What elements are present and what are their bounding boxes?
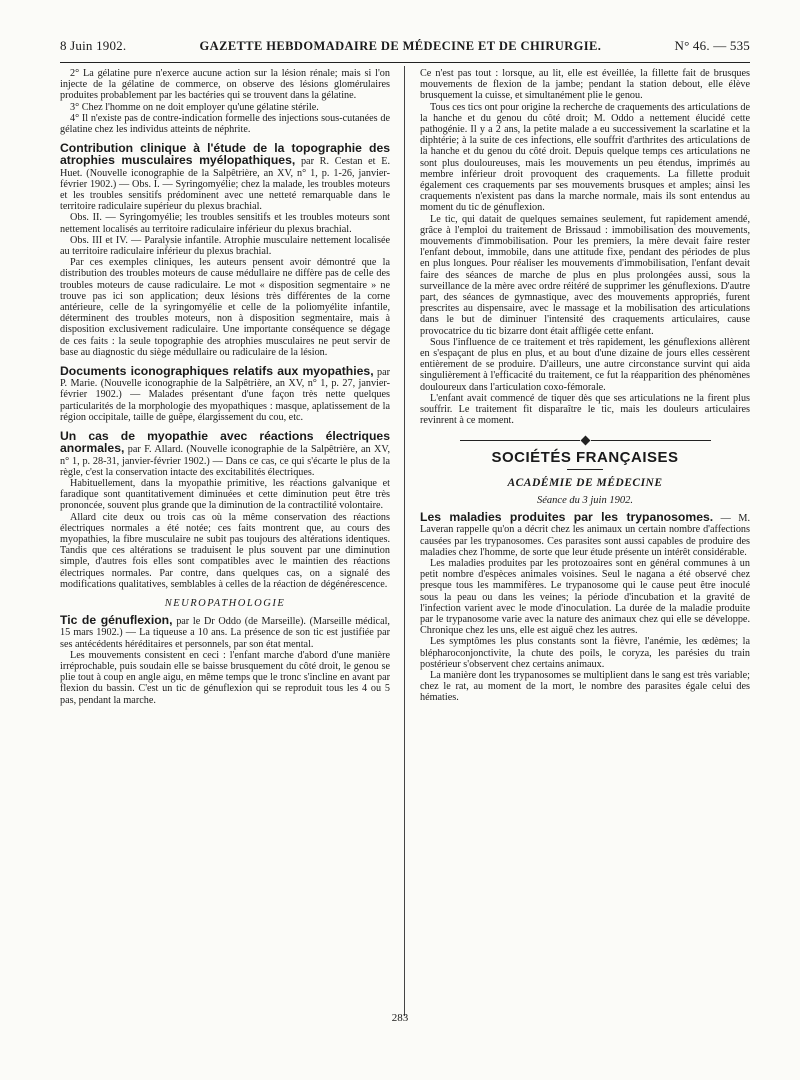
article-para: Les mouvements consistent en ceci : l'enfant marche d'abord d'une manière irréprochable, puis soudain elle se baisse brusquement du côté droit, le genou se plie tout à coup en angle aigu, en même temps que le tronc s'incline en avant par flexion du bassin. C'est un tic de génuflexion qui se reproduit tous les 4 ou 5 pas, pendant la marche. (60, 649, 390, 706)
article-para: Le tic, qui datait de quelques semaines seulement, fut rapidement amendé, grâce à l'emploi du traitement de Brissaud : immobilisation des mouvements, mouvements d'immobilisation. Pour les premiers, la mère devait faire rester l'enfant debout, immobile, dans une attitude fixe, pendant des périodes de plus en plus longues. Pour réaliser les mouvements d'immobilisation, l'enfant devait faire des séances de marche de plus en plus prolongées aussi, sous la surveillance de la mère avec ordre réitéré de supprimer les génuflexions. D'autre part, des séances de gymnastique, avec des mouvements appropriés, furent prescrites au dispensaire, avec le massage et la mobilisation des articulations dans le but de diminuer l'intensité des craquements articulaires, cause provocatrice du tic bizarre dont était affligée cette enfant. (420, 213, 750, 337)
section-ornament (420, 437, 750, 444)
page-folio: 283 (391, 1012, 409, 1024)
article-myopathies (60, 366, 390, 423)
intro-para-3: 4° Il n'existe pas de contre-indication formelle des injections sous-cutanées de gélatine chez les individus atteints de néphrite. (60, 112, 390, 136)
article-byline: par F. Allard. (Nouvelle iconographie de la Salpêtrière, an XV, n° 1, p. 28-31, janvier-février 1902.) — Dans ce cas, ce qui s'écarte le plus de la règle, c'est la conservation intacte des excitabilités électriques. (60, 444, 390, 478)
article-para: Les maladies produites par les protozoaires sont en général communes à un petit nombre d'espèces animales voisines. Seul le nagana a été observé chez presque tous les mammifères. Le trypanosome qui le cause peut être inoculé sous la peau ou dans les veines; la période d'incubation et la gravité de l'infection varient avec le mode d'inoculation. La durée de la maladie produite par le trypanosome varie avec la nature des animaux chez qui elle se développe. Chronique chez les uns, elle est aiguë chez les autres. (420, 557, 750, 637)
article-tic-genuflexion (60, 615, 390, 650)
short-rule (567, 469, 603, 470)
intro-para-2: 3° Chez l'homme on ne doit employer qu'une gélatine stérile. (70, 101, 319, 113)
article-title: Contribution clinique à l'étude de la topographie des atrophies musculaires myélopathiques, (60, 141, 390, 168)
article-byline: par le Dr Oddo (de Marseille). (Marseille médical, 15 mars 1902.) — La tiqueuse a 10 ans. La présence de son tic est justifiée par ses antécédents héréditaires et personnels, par son état mental. (60, 616, 390, 650)
article-para: Les symptômes les plus constants sont la fièvre, l'anémie, les œdèmes; la blépharoconjonctivite, la chute des poils, le coryza, les parésies du train postérieur s'observent chez certains animaux. (420, 636, 750, 670)
article-title: Documents iconographiques relatifs aux myopathies, (60, 364, 374, 379)
article-byline: par P. Marie. (Nouvelle iconographie de la Salpêtrière, an XV, n° 1, p. 27, janvier-février 1902.) — Malades présentant d'une façon très nette quelques particularités de la morphologie des myopathiques : masque, aplatissement de la région occipitale, taille de guêpe, élargissement du cou, etc. (60, 367, 390, 423)
article-para: L'enfant avait commencé de tiquer dès que ses articulations ne la firent plus souffrir. Le traitement fit disparaître le tic, mais les douleurs articulaires revinrent à ce moment. (420, 392, 750, 427)
article-para: Habituellement, dans la myopathie primitive, les réactions galvanique et faradique sont quantitativement diminuées et cette diminution peut être très prononcée, souvent plus grande que la diminution de la contractilité volontaire. (60, 477, 390, 512)
article-reactions-electriques (60, 431, 390, 478)
article-para: Sous l'influence de ce traitement et très rapidement, les génuflexions allèrent en s'espaçant de plus en plus, et au bout d'une dizaine de jours elles cessèrent entièrement de se produire. D'ailleurs, une autre circonstance survint qui aida singulièrement à l'efficacité du traitement, ce fut la réapparition des phénomènes douloureux dans l'articulation coxo-fémorale. (420, 336, 750, 393)
article-title: Un cas de myopathie avec réactions électriques anormales, (60, 429, 390, 456)
intro-para-1: 2° La gélatine pure n'exerce aucune action sur la lésion rénale; mais si l'on injecte de la gélatine de commerce, on observe des lésions glomérulaires produites probablement par les bactéries qui se trouvent dans la gélatine. (60, 68, 390, 102)
article-trypanosomes (420, 512, 750, 558)
left-column (60, 68, 390, 706)
article-topographie (60, 143, 390, 212)
article-para: Par ces exemples cliniques, les auteurs pensent avoir démontré que la distribution des troubles moteurs de cause médullaire ne diffère pas de celle des troubles moteurs de cause radiculaire. Le mot « disposition segmentaire » ne trouve pas ici son application; deux lésions très différentes de la corne antérieure, celle de la syringomyélie et celle de la poliomyélite infantile, déterminent des troubles moteurs, non à disposition segmentaire, mais à disposition exclusivement radiculaire. Une importante conséquence se dégage de ces faits : la seule topographie des atrophies musculaires ne peut servir de base au diagnostic du siège médullaire ou radiculaire de la lésion. (60, 257, 390, 358)
article-para: Tous ces tics ont pour origine la recherche de craquements des articulations de la hanche et du genou du côté droit; M. Oddo a nettement élucidé cette pathogénie. Il y a 2 ans, la petite malade a eu successivement la scarlatine et la diphtérie; à la suite de ces infections, elle souffrit d'arthrites des articulations de la hanche et du genou du côté droit. Depuis quelque temps ces articulations ne sont plus douloureuses, mais les mouvements un peu étendus, imprimés au membre inférieur droit provoquent des craquements. La fillette produit également ces craquements par ses mouvements brusques et amples; ainsi les craquements n'existent pas dans la marche normale, mais ils sont entendus au moment du tic de génuflexion. (420, 101, 750, 214)
article-para: Obs. III et IV. — Paralysie infantile. Atrophie musculaire nettement localisée au territoire radiculaire inférieur du plexus brachial. (60, 234, 390, 258)
section-title-societes: SOCIÉTÉS FRANÇAISES (491, 448, 679, 466)
ornament-line (591, 440, 711, 441)
article-para: La manière dont les trypanosomes se multiplient dans le sang est très variable; chez le rat, au moment de la mort, le nombre des parasites égale celui des hématies. (420, 669, 750, 704)
ornament-diamond-icon (580, 435, 590, 445)
ornament-line (460, 440, 580, 441)
column-divider (404, 66, 405, 1016)
article-para: Ce n'est pas tout : lorsque, au lit, elle est éveillée, la fillette fait de brusques mouvements de flexion de la jambe; pendant la station debout, elle élève brusquement la cuisse, et simultanément plie le genou. (420, 68, 750, 102)
running-header (60, 38, 750, 54)
article-para: Obs. II. — Syringomyélie; les troubles sensitifs et les troubles moteurs sont nettement localisés au territoire radiculaire inférieur du plexus brachial. (60, 212, 390, 235)
article-title: Tic de génuflexion, (60, 613, 173, 628)
right-column (420, 68, 750, 704)
header-date: 8 Juin 1902. (60, 38, 127, 53)
section-rubric-neuropathologie: NEUROPATHOLOGIE (164, 597, 286, 609)
article-byline: — M. Laveran rappelle qu'on a décrit chez les animaux un certain nombre d'affections causées par les trypanosomes. Ces parasites sont aussi capables de produire des maladies chez l'homme, de sorte que leur étude présente un intérêt considérable. (420, 513, 750, 558)
header-journal-title: GAZETTE HEBDOMADAIRE DE MÉDECINE ET DE CHIRURGIE. (199, 39, 602, 53)
article-byline: par R. Cestan et E. Huet. (Nouvelle iconographie de la Salpêtrière, an XV, n° 1, p. 1-26, janvier-février 1902.) — Obs. I. — Syringomyélie; chez la malade, les troubles moteurs et les troubles sensitifs prédominent avec une netteté remarquable dans le territoire radiculaire supérieur du plexus brachial. (60, 156, 390, 213)
seance-date: Séance du 3 juin 1902. (537, 494, 633, 506)
header-issue-page: N° 46. — 535 (674, 38, 750, 53)
header-rule (60, 62, 750, 63)
article-para: Allard cite deux ou trois cas où la même conservation des réactions électriques normales a été notée; ces faits montrent que, au cours des myopathies, la fibre musculaire ne subit pas toujours des altérations identiques. Tandis que ces altérations se traduisent le plus souvent par une diminution simple, d'autres fois elles sont compatibles avec le maintien des réactions électriques normales. Par contre, dans quelques cas, on a signalé des modifications qualitatives, semblables à celles de la réaction de dégénérescence. (60, 511, 390, 590)
article-title: Les maladies produites par les trypanosomes. (420, 510, 714, 525)
subsection-academie: ACADÉMIE DE MÉDECINE (507, 476, 663, 489)
